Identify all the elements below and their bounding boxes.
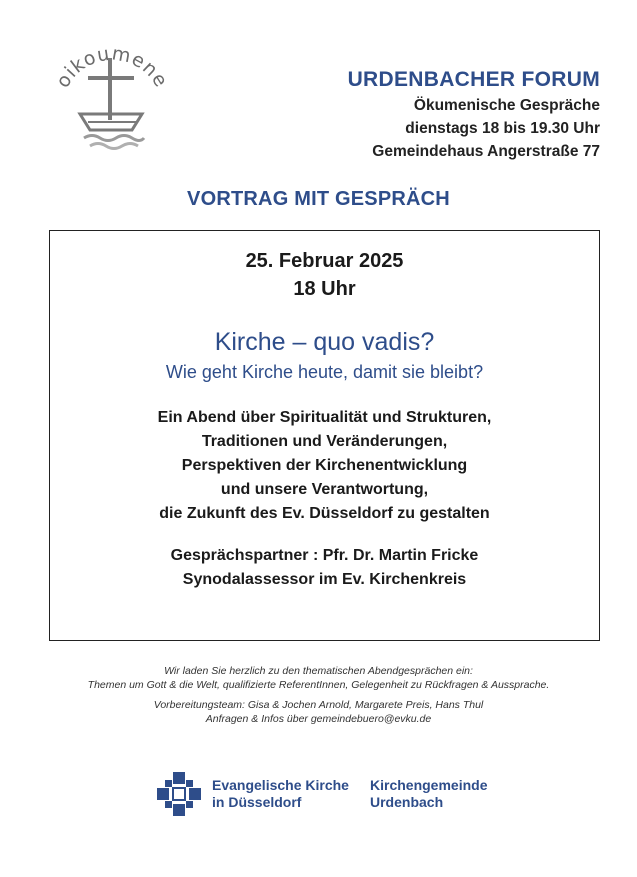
kg-name-line1: Kirchengemeinde: [370, 777, 488, 793]
ekd-name-line1: Evangelische Kirche: [212, 777, 349, 793]
description-line: die Zukunft des Ev. Düsseldorf zu gestalten: [159, 505, 490, 522]
description-line: Perspektiven der Kirchenentwicklung: [181, 457, 468, 474]
kg-name-line2: Urdenbach: [370, 794, 444, 810]
logo-text: oikoumene: [51, 42, 173, 92]
forum-schedule: dienstags 18 bis 19.30 Uhr: [405, 120, 600, 137]
ekd-name: [212, 777, 349, 811]
footer-invite: Wir laden Sie herzlich zu den thematischen Abendgesprächen ein:: [164, 665, 473, 677]
kirchengemeinde-name: [370, 777, 487, 811]
speaker-block: [50, 544, 599, 592]
event-box: [49, 230, 600, 641]
forum-title: URDENBACHER FORUM: [347, 68, 600, 91]
forum-location: Gemeindehaus Angerstraße 77: [372, 143, 600, 160]
speaker-role: Synodalassessor im Ev. Kirchenkreis: [182, 571, 467, 588]
forum-subtitle: Ökumenische Gespräche: [413, 97, 600, 114]
header-block: [348, 68, 600, 163]
event-time: 18 Uhr: [293, 278, 356, 300]
description-line: Traditionen und Veränderungen,: [201, 433, 448, 450]
footer-notes: [0, 664, 637, 726]
footer-contact: Anfragen & Infos über gemeindebuero@evku.de: [205, 713, 432, 725]
ekd-name-line2: in Düsseldorf: [212, 794, 302, 810]
footer-team: Vorbereitungsteam: Gisa & Jochen Arnold, Margarete Preis, Hans Thul: [153, 699, 484, 711]
event-description: [50, 406, 599, 526]
talk-title: Kirche – quo vadis?: [214, 328, 435, 356]
event-date: 25. Februar 2025: [245, 250, 404, 272]
page-headline: VORTRAG MIT GESPRÄCH: [187, 188, 450, 210]
talk-subtitle: Wie geht Kirche heute, damit sie bleibt?: [165, 362, 484, 382]
ekd-cross-icon: [155, 770, 203, 818]
speaker-name: Gesprächspartner : Pfr. Dr. Martin Fricke: [170, 547, 479, 564]
ship-cross-icon: [44, 42, 180, 160]
description-line: Ein Abend über Spiritualität und Strukturen,: [157, 409, 492, 426]
description-line: und unsere Verantwortung,: [220, 481, 429, 498]
footer-themes: Themen um Gott & die Welt, qualifizierte ReferentInnen, Gelegenheit zu Rückfragen & Aussprache.: [87, 679, 550, 691]
oikoumene-logo: [44, 42, 180, 160]
